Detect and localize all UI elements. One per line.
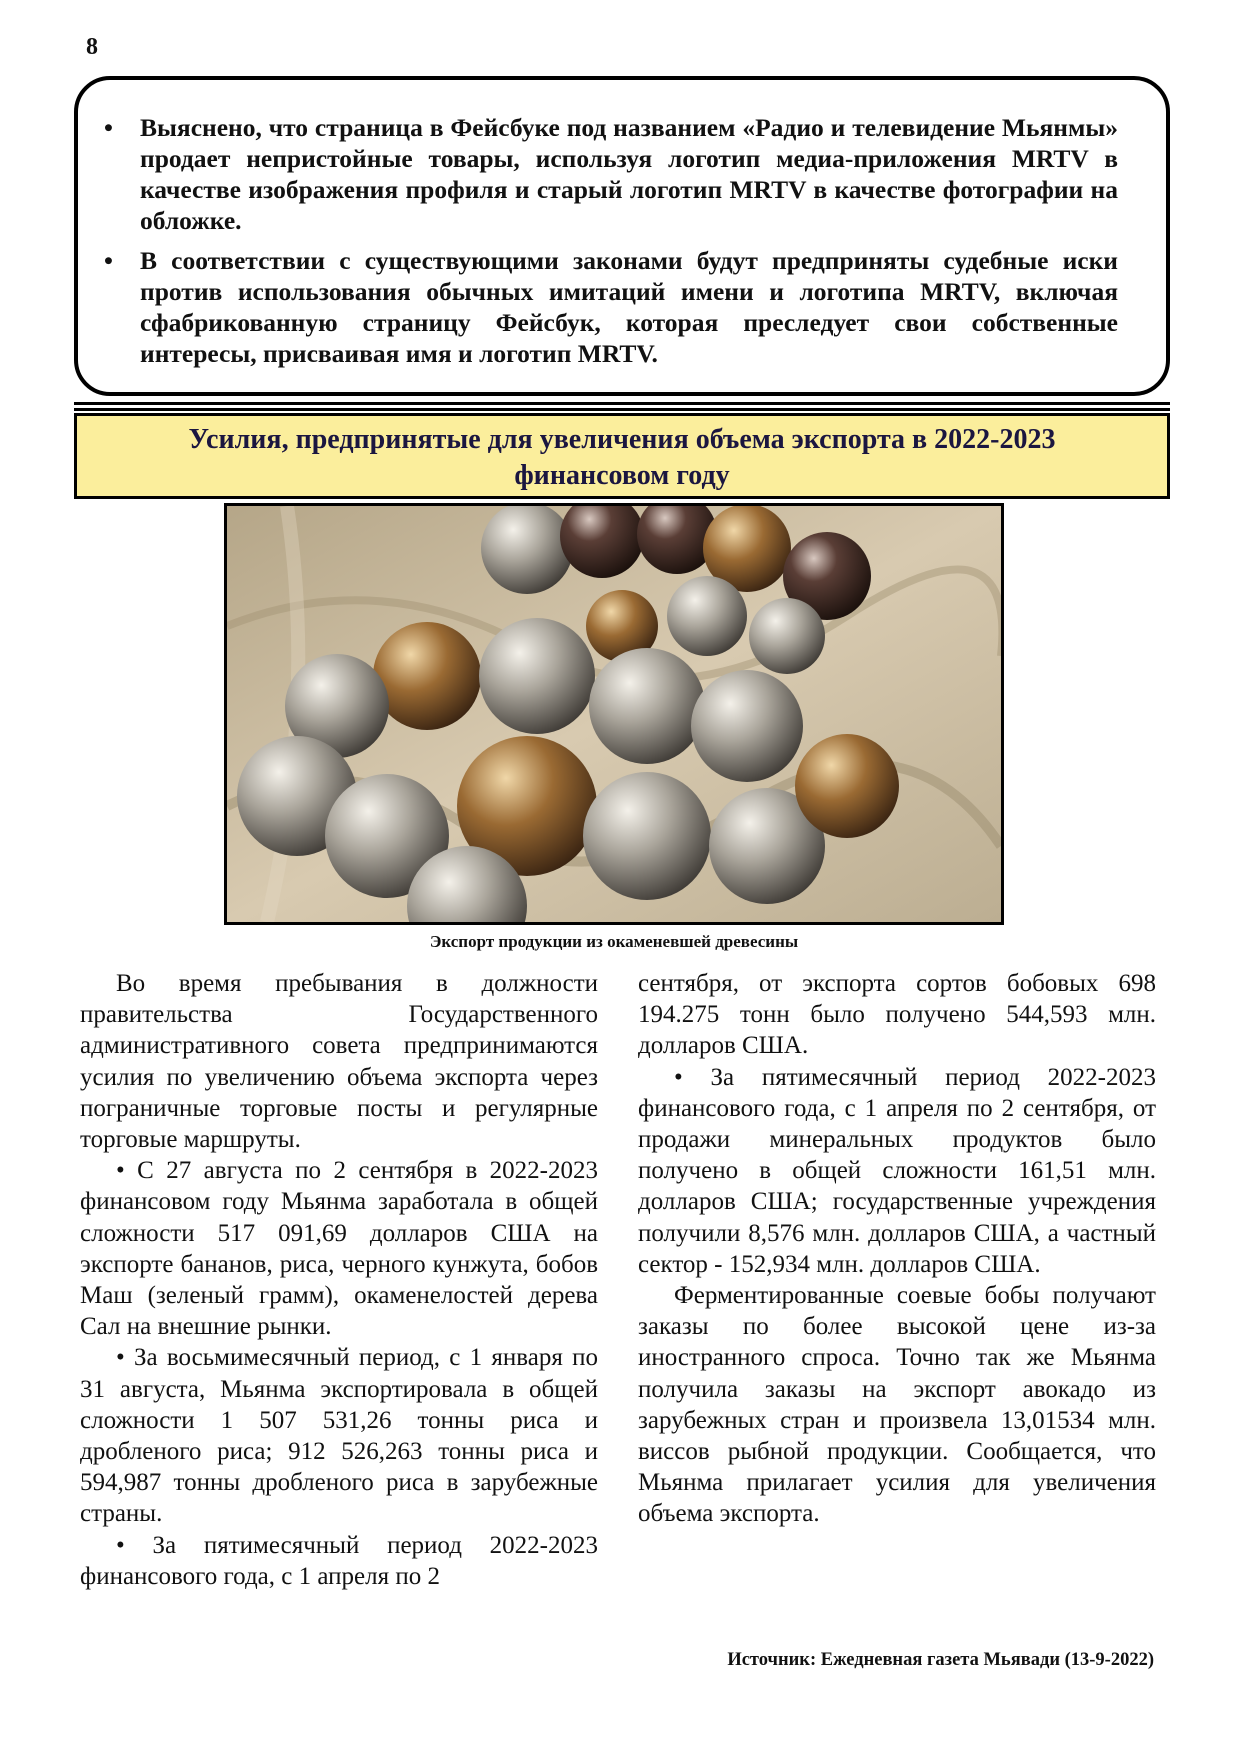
article-paragraph: сентября, от экспорта сортов бобовых 698 194.275 тонн было получено 544,593 млн. долларов США. xyxy=(638,970,1156,1060)
page-number: 8 xyxy=(86,34,98,60)
divider xyxy=(74,408,1170,411)
notice-list xyxy=(78,80,1166,369)
article-paragraph: Во время пребывания в должности правительства Государственного административного совета предпринимаются усилия по увеличению объема экспорта через пограничные торговые посты и регулярные торговые маршруты. xyxy=(80,970,598,1154)
article-source: Источник: Ежедневная газета Мьявади (13-9-2022) xyxy=(727,1650,1154,1670)
notice-item xyxy=(104,245,1118,369)
notice-box xyxy=(74,76,1170,396)
notice-text: В соответствии с существующими законами будут предприняты судебные иски против использования обычных имитаций имени и логотипа MRTV, включая сфабрикованную страницу Фейсбук, которая преследует свои собственные интересы, присваивая имя и логотип MRTV. xyxy=(140,246,1118,368)
article-paragraph: Ферментированные соевые бобы получают заказы по более высокой цене из-за иностранного спроса. Точно так же Мьянма получила заказы на экспорт авокадо из зарубежных стран и произвела 13,01534 млн. виссов рыбной продукции. Сообщается, что Мьянма прилагает усилия для увеличения объема экспорта. xyxy=(638,1282,1156,1528)
article-paragraph: • За пятимесячный период 2022-2023 финансового года, с 1 апреля по 2 сентября, от продажи минеральных продуктов было получено в общей сложности 161,51 млн. долларов США; государственные учреждения получили 8,576 млн. долларов США, а частный сектор - 152,934 млн. долларов США. xyxy=(638,1063,1156,1278)
article-photo xyxy=(224,503,1004,925)
bullet-icon: • xyxy=(104,113,113,142)
article-column-right xyxy=(638,968,1156,1530)
notice-item xyxy=(104,112,1118,236)
bullet-icon: • xyxy=(104,246,113,275)
divider xyxy=(74,402,1170,405)
article-paragraph: • За восьмимесячный период, с 1 января по 31 августа, Мьянма экспортировала в общей сложности 1 507 531,26 тонны риса и дробленого риса; 912 526,263 тонны риса и 594,987 тонны дробленого риса в зарубежные страны. xyxy=(80,1344,598,1528)
headline-line: Усилия, предпринятые для увеличения объема экспорта в 2022-2023 xyxy=(188,424,1056,455)
article-paragraph: • За пятимесячный период 2022-2023 финансового года, с 1 апреля по 2 xyxy=(80,1531,598,1590)
article-headline xyxy=(74,413,1170,499)
article-column-left xyxy=(80,968,598,1592)
notice-text: Выяснено, что страница в Фейсбуке под названием «Радио и телевидение Мьянмы» продает непристойные товары, используя логотип медиа-приложения MRTV в качестве изображения профиля и старый логотип MRTV в качестве фотографии на обложке. xyxy=(140,113,1118,235)
petrified-wood-beads-image xyxy=(227,506,1001,922)
headline-line: финансовом году xyxy=(514,460,730,491)
article-paragraph: • С 27 августа по 2 сентября в 2022-2023 финансовом году Мьянма заработала в общей сложности 517 091,69 долларов США на экспорте бананов, риса, черного кунжута, бобов Маш (зеленый грамм), окаменелостей дерева Сал на внешние рынки. xyxy=(80,1157,598,1341)
photo-caption: Экспорт продукции из окаменевшей древесины xyxy=(429,932,799,951)
